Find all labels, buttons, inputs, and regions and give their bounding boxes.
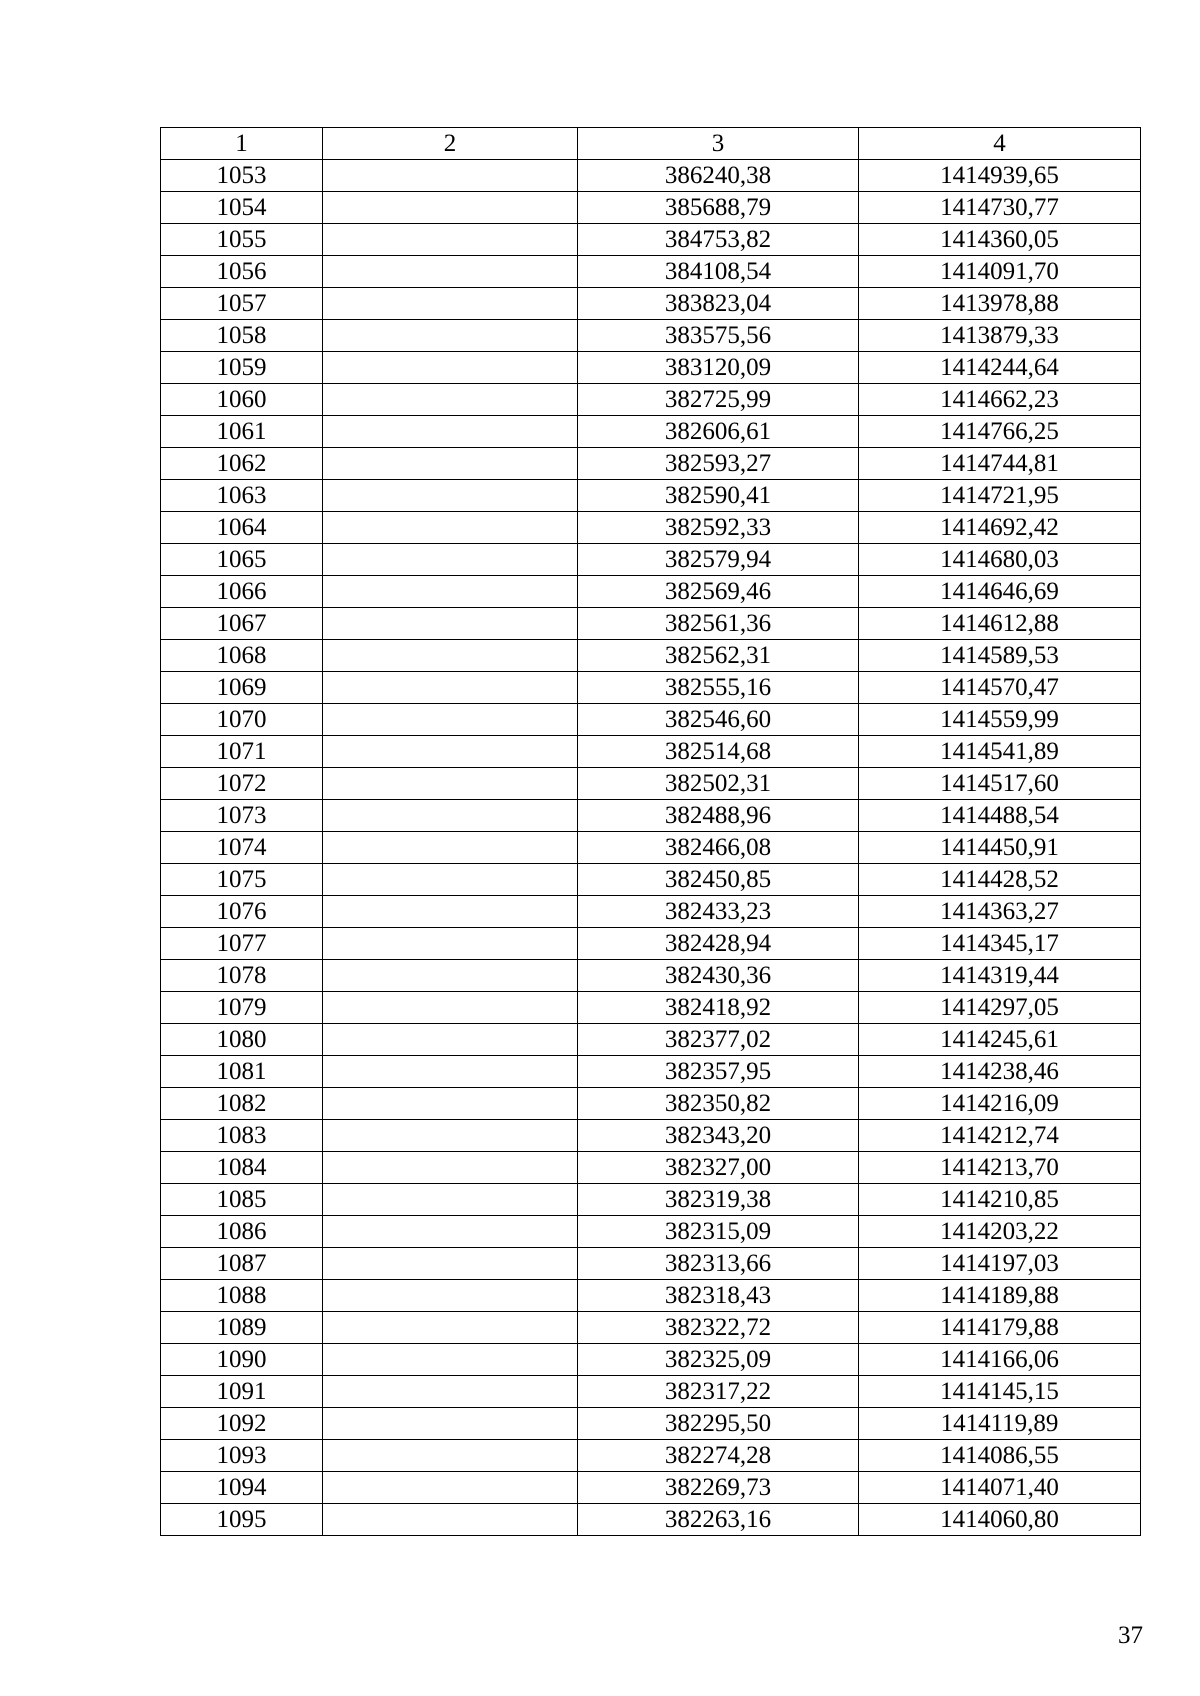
table-cell [323,1408,578,1440]
coordinates-table [160,127,1141,1536]
table-cell: 1414612,88 [859,608,1141,640]
table-cell: 1061 [161,416,323,448]
table-row [161,640,1141,672]
table-cell: 1414203,22 [859,1216,1141,1248]
table-cell: 1071 [161,736,323,768]
table-row [161,1184,1141,1216]
table-row [161,288,1141,320]
table-cell [323,928,578,960]
table-cell: 1414939,65 [859,160,1141,192]
table-cell: 1079 [161,992,323,1024]
table-cell: 382592,33 [578,512,859,544]
table-row [161,800,1141,832]
table-cell [323,576,578,608]
table-cell: 385688,79 [578,192,859,224]
table-cell: 1414244,64 [859,352,1141,384]
table-cell [323,1504,578,1536]
table-cell: 1414345,17 [859,928,1141,960]
table-cell [323,768,578,800]
table-cell: 1414692,42 [859,512,1141,544]
table-cell: 382562,31 [578,640,859,672]
table-cell: 382593,27 [578,448,859,480]
table-cell: 382313,66 [578,1248,859,1280]
table-cell: 1414119,89 [859,1408,1141,1440]
table-row [161,704,1141,736]
table-cell: 1064 [161,512,323,544]
table-cell: 1414297,05 [859,992,1141,1024]
table-cell: 1414766,25 [859,416,1141,448]
table-cell: 382263,16 [578,1504,859,1536]
table-cell [323,864,578,896]
table-cell: 1414570,47 [859,672,1141,704]
table-cell: 1414428,52 [859,864,1141,896]
table-cell: 1077 [161,928,323,960]
table-cell: 382430,36 [578,960,859,992]
table-cell: 1414541,89 [859,736,1141,768]
table-cell: 1059 [161,352,323,384]
table-cell: 1056 [161,256,323,288]
table-cell: 382555,16 [578,672,859,704]
table-cell: 1083 [161,1120,323,1152]
table-cell: 1414662,23 [859,384,1141,416]
table-cell: 1065 [161,544,323,576]
table-cell: 1088 [161,1280,323,1312]
table-cell: 1092 [161,1408,323,1440]
table-cell: 383823,04 [578,288,859,320]
table-cell: 1414319,44 [859,960,1141,992]
table-row [161,448,1141,480]
table-row [161,1280,1141,1312]
table-cell: 1081 [161,1056,323,1088]
table-cell: 382274,28 [578,1440,859,1472]
table-row [161,1504,1141,1536]
table-cell: 382561,36 [578,608,859,640]
table-cell: 382319,38 [578,1184,859,1216]
table-row [161,352,1141,384]
table-row [161,1472,1141,1504]
table-cell: 382546,60 [578,704,859,736]
table-cell: 1060 [161,384,323,416]
table-cell: 1414363,27 [859,896,1141,928]
table-cell: 383120,09 [578,352,859,384]
table-cell: 383575,56 [578,320,859,352]
table-cell [323,448,578,480]
table-cell [323,384,578,416]
table-cell: 1414360,05 [859,224,1141,256]
table-cell: 1091 [161,1376,323,1408]
table-cell: 1414646,69 [859,576,1141,608]
table-cell [323,1344,578,1376]
table-cell [323,480,578,512]
table-cell: 382450,85 [578,864,859,896]
table-cell: 1414197,03 [859,1248,1141,1280]
table-row [161,832,1141,864]
table-cell: 382488,96 [578,800,859,832]
table-row [161,192,1141,224]
table-row [161,1440,1141,1472]
table-cell: 1094 [161,1472,323,1504]
table-cell: 382590,41 [578,480,859,512]
table-cell: 1093 [161,1440,323,1472]
table-cell: 1053 [161,160,323,192]
table-row [161,768,1141,800]
table-row [161,1056,1141,1088]
table-cell: 382377,02 [578,1024,859,1056]
table-cell: 1075 [161,864,323,896]
table-cell: 1414189,88 [859,1280,1141,1312]
table-cell: 1414179,88 [859,1312,1141,1344]
page-number: 37 [1118,1622,1143,1649]
table-row [161,1248,1141,1280]
table-cell [323,672,578,704]
table-cell: 1414091,70 [859,256,1141,288]
table-cell: 1086 [161,1216,323,1248]
table-cell: 382569,46 [578,576,859,608]
table-row [161,992,1141,1024]
table-cell: 1073 [161,800,323,832]
table-cell: 1067 [161,608,323,640]
table-cell: 382343,20 [578,1120,859,1152]
table-cell: 1062 [161,448,323,480]
table-cell: 382514,68 [578,736,859,768]
table-cell: 1414071,40 [859,1472,1141,1504]
table-cell: 382269,73 [578,1472,859,1504]
table-row [161,672,1141,704]
table-cell: 1084 [161,1152,323,1184]
table-cell: 382318,43 [578,1280,859,1312]
table-row [161,1024,1141,1056]
column-header: 3 [578,128,859,160]
table-row [161,576,1141,608]
table-row [161,544,1141,576]
table-cell [323,640,578,672]
table-cell: 382606,61 [578,416,859,448]
table-cell [323,256,578,288]
table-cell: 1055 [161,224,323,256]
table-cell [323,320,578,352]
table-cell: 382325,09 [578,1344,859,1376]
column-header: 1 [161,128,323,160]
table-cell: 382418,92 [578,992,859,1024]
table-row [161,224,1141,256]
table-row [161,320,1141,352]
table-cell [323,224,578,256]
table-cell: 1085 [161,1184,323,1216]
table-cell [323,192,578,224]
table-cell [323,288,578,320]
table-row [161,256,1141,288]
table-cell: 1414213,70 [859,1152,1141,1184]
table-cell [323,736,578,768]
table-cell: 1414450,91 [859,832,1141,864]
table-row [161,160,1141,192]
table-cell: 1414488,54 [859,800,1141,832]
table-row [161,736,1141,768]
table-cell: 1076 [161,896,323,928]
table-cell: 1413879,33 [859,320,1141,352]
table-cell: 1414086,55 [859,1440,1141,1472]
table-cell: 382502,31 [578,768,859,800]
table-cell: 1414210,85 [859,1184,1141,1216]
table-cell [323,704,578,736]
table-cell: 1087 [161,1248,323,1280]
table-cell [323,352,578,384]
table-cell [323,1472,578,1504]
table-cell [323,608,578,640]
table-cell: 1072 [161,768,323,800]
table-cell: 1080 [161,1024,323,1056]
table-row [161,1120,1141,1152]
table-body [161,160,1141,1536]
table-cell: 1095 [161,1504,323,1536]
table-cell [323,1184,578,1216]
table-header-row [161,128,1141,160]
table-cell: 1414238,46 [859,1056,1141,1088]
table-cell [323,416,578,448]
table-cell: 1414559,99 [859,704,1141,736]
table-cell: 1063 [161,480,323,512]
table-row [161,384,1141,416]
table-cell: 382315,09 [578,1216,859,1248]
table-row [161,896,1141,928]
table-cell: 382317,22 [578,1376,859,1408]
table-cell: 1058 [161,320,323,352]
table-row [161,1376,1141,1408]
table-cell: 382725,99 [578,384,859,416]
table-row [161,608,1141,640]
table-row [161,1088,1141,1120]
table-row [161,1216,1141,1248]
table-cell: 382428,94 [578,928,859,960]
table-cell: 386240,38 [578,160,859,192]
table-row [161,928,1141,960]
table-cell [323,1088,578,1120]
table-cell [323,1120,578,1152]
table-cell: 382466,08 [578,832,859,864]
table-cell [323,1216,578,1248]
table-cell: 1414060,80 [859,1504,1141,1536]
table-cell [323,512,578,544]
table-row [161,1152,1141,1184]
table-cell: 1068 [161,640,323,672]
table-cell: 382357,95 [578,1056,859,1088]
table-row [161,512,1141,544]
table-cell: 1414166,06 [859,1344,1141,1376]
table-cell: 1074 [161,832,323,864]
table-cell [323,800,578,832]
table-cell: 384753,82 [578,224,859,256]
table-cell: 1082 [161,1088,323,1120]
table-cell: 1054 [161,192,323,224]
table-cell: 1057 [161,288,323,320]
table-cell [323,1056,578,1088]
table-cell: 384108,54 [578,256,859,288]
table-row [161,416,1141,448]
table-cell: 1414730,77 [859,192,1141,224]
table-row [161,864,1141,896]
table-cell: 1414216,09 [859,1088,1141,1120]
table-cell: 382433,23 [578,896,859,928]
table-cell: 1070 [161,704,323,736]
table-cell: 1414744,81 [859,448,1141,480]
table-cell: 1414721,95 [859,480,1141,512]
table-row [161,480,1141,512]
table-cell [323,544,578,576]
table-cell: 1414589,53 [859,640,1141,672]
table-cell [323,1248,578,1280]
table-cell [323,1024,578,1056]
table-cell [323,1376,578,1408]
table-cell [323,960,578,992]
table-cell: 1089 [161,1312,323,1344]
table-cell [323,160,578,192]
table-cell [323,992,578,1024]
table-cell: 1413978,88 [859,288,1141,320]
table-cell: 382350,82 [578,1088,859,1120]
table-cell: 382579,94 [578,544,859,576]
table-cell: 1414680,03 [859,544,1141,576]
table-cell [323,1440,578,1472]
table-cell: 382295,50 [578,1408,859,1440]
table-cell [323,896,578,928]
table-cell [323,1312,578,1344]
table-cell: 1066 [161,576,323,608]
table-cell: 1414212,74 [859,1120,1141,1152]
table-row [161,1344,1141,1376]
table-cell: 382322,72 [578,1312,859,1344]
table-cell [323,1152,578,1184]
table-cell: 1414145,15 [859,1376,1141,1408]
table-row [161,1312,1141,1344]
table-cell: 1069 [161,672,323,704]
table-cell: 1414245,61 [859,1024,1141,1056]
table-cell [323,1280,578,1312]
table-cell [323,832,578,864]
table-row [161,1408,1141,1440]
table-cell: 1090 [161,1344,323,1376]
table-cell: 1078 [161,960,323,992]
table-row [161,960,1141,992]
table-cell: 1414517,60 [859,768,1141,800]
column-header: 2 [323,128,578,160]
table-cell: 382327,00 [578,1152,859,1184]
column-header: 4 [859,128,1141,160]
